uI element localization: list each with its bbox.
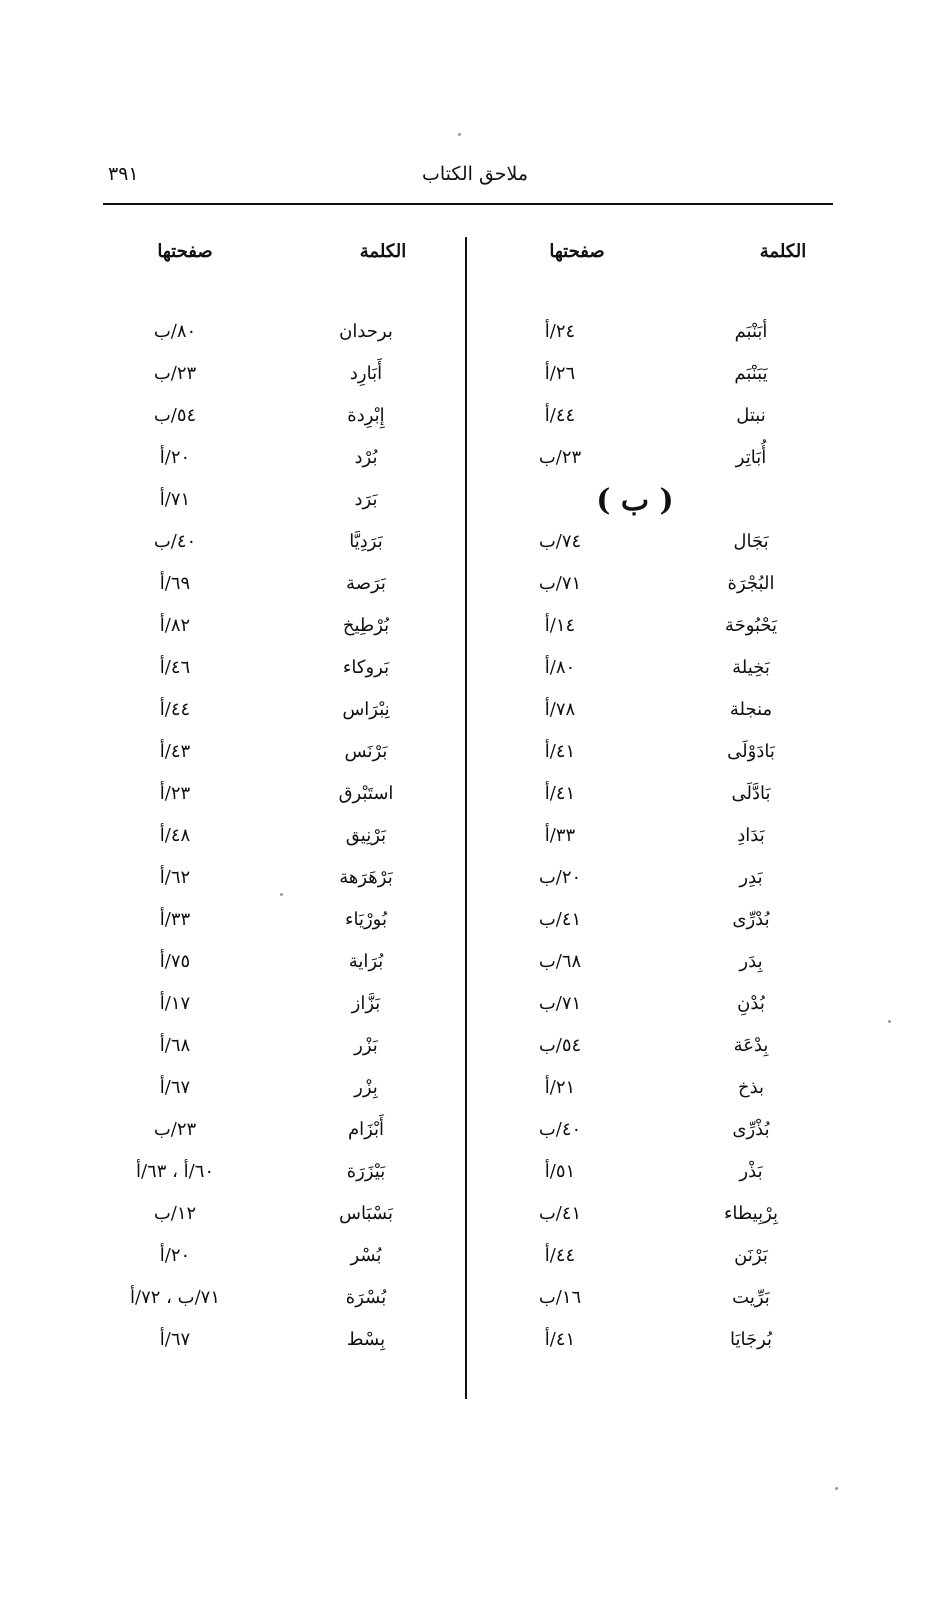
index-word: بَرَصة [346, 573, 386, 594]
page-reference: ٥٤/ب [538, 1035, 582, 1056]
print-speck [888, 1020, 891, 1023]
index-word: يَحْبُوحَة [724, 615, 778, 636]
index-row [100, 1237, 460, 1279]
index-word: يَبَنْبَم [734, 363, 768, 384]
running-title: ملاحق الكتاب [421, 163, 529, 185]
page-reference: ٤١/أ [544, 1329, 576, 1350]
page-reference: ٤٨/أ [159, 825, 191, 846]
index-row [100, 1153, 460, 1195]
index-word: بُدْرِّى [732, 909, 770, 930]
index-row [100, 649, 460, 691]
index-row [485, 649, 845, 691]
column-divider [465, 237, 467, 1399]
index-row [100, 607, 460, 649]
index-row [100, 313, 460, 355]
page-reference: ٤٣/أ [159, 741, 191, 762]
index-row [100, 439, 460, 481]
index-word: بُرْطِيخ [342, 615, 390, 636]
index-word: استَبْرق [338, 783, 394, 804]
index-row [100, 901, 460, 943]
index-word: بَادَّلَى [731, 783, 771, 804]
index-row [485, 1195, 845, 1237]
right-word-header: الكلمة [759, 241, 807, 262]
page-reference: ٤١/أ [544, 783, 576, 804]
page-reference: ٨٢/أ [159, 615, 191, 636]
page-reference: ٣٣/أ [544, 825, 576, 846]
index-word: بَزْر [354, 1035, 378, 1056]
index-word: بَدَادِ [737, 825, 765, 846]
index-word: بَجَال [733, 531, 769, 552]
index-word: بذخ [737, 1077, 765, 1098]
page-reference: ٦٧/أ [159, 1329, 191, 1350]
section-heading [485, 481, 845, 523]
index-row [100, 691, 460, 733]
index-word: بَيْزَرَة [346, 1161, 386, 1182]
page-reference: ٨٠/ب [153, 321, 197, 342]
page-reference: ٥١/أ [544, 1161, 576, 1182]
page-reference: ٤٤/أ [544, 405, 576, 426]
index-row [100, 1321, 460, 1363]
index-row [485, 1153, 845, 1195]
page-reference: ٢٣/أ [159, 783, 191, 804]
index-row [100, 1069, 460, 1111]
index-row [485, 733, 845, 775]
index-word: بُورْيَاء [345, 909, 387, 930]
right-column-entries [485, 313, 845, 1363]
page-reference: ١٧/أ [159, 993, 191, 1014]
index-row [485, 565, 845, 607]
index-row [485, 1027, 845, 1069]
index-word: أُبَاتِر [735, 447, 767, 468]
index-word: بَرْنِيق [345, 825, 387, 846]
index-word: بَذْر [739, 1161, 763, 1182]
index-row [100, 1195, 460, 1237]
page-reference: ٤١/ب [538, 909, 582, 930]
index-word: بَروكاء [342, 657, 390, 678]
page-reference: ٨٠/أ [544, 657, 576, 678]
index-word: بَرْنَن [734, 1245, 768, 1266]
page-reference: ١٦/ب [538, 1287, 582, 1308]
index-word: بَدِر [739, 867, 763, 888]
index-row [100, 355, 460, 397]
index-row [485, 817, 845, 859]
page-reference: ٢٦/أ [544, 363, 576, 384]
index-row [485, 901, 845, 943]
page-reference: ٥٤/ب [153, 405, 197, 426]
index-row [485, 397, 845, 439]
page-reference: ١٤/أ [544, 615, 576, 636]
page-reference: ٤٤/أ [159, 699, 191, 720]
page-reference: ٢٠/أ [159, 1245, 191, 1266]
page-reference: ٣٣/أ [159, 909, 191, 930]
index-row [485, 1069, 845, 1111]
index-row [485, 859, 845, 901]
page-reference: ٤١/أ [544, 741, 576, 762]
page-reference: ٤١/ب [538, 1203, 582, 1224]
page-reference: ٦٨/أ [159, 1035, 191, 1056]
index-word: بِزْر [354, 1077, 378, 1098]
page-reference: ١٢/ب [153, 1203, 197, 1224]
index-word: أبَنْبَم [734, 321, 768, 342]
page-reference: ٢١/أ [544, 1077, 576, 1098]
index-row [100, 1027, 460, 1069]
page-reference: ٤٦/أ [159, 657, 191, 678]
index-word: بَرْنَس [344, 741, 388, 762]
page-number: ٣٩١ [108, 163, 139, 185]
page-reference: ٦٢/أ [159, 867, 191, 888]
index-row [100, 775, 460, 817]
index-word: بَزَّاز [351, 993, 381, 1014]
section-letter: ( ب ) [596, 483, 674, 518]
print-speck [280, 893, 283, 896]
page-reference: ٧١/ب [538, 993, 582, 1014]
index-row [485, 1237, 845, 1279]
index-word: بُسْر [350, 1245, 382, 1266]
index-word: أَبْزَام [347, 1119, 385, 1140]
page-reference: ٢٠/أ [159, 447, 191, 468]
print-speck [458, 133, 461, 136]
index-word: نِبْرَاس [342, 699, 390, 720]
index-word: بَرْهَرَهة [339, 867, 393, 888]
page-reference: ٦٧/أ [159, 1077, 191, 1098]
index-word: بِرْبِيطاء [723, 1203, 779, 1224]
index-row [485, 691, 845, 733]
index-word: بَخِيلة [732, 657, 770, 678]
page-reference: ٧٨/أ [544, 699, 576, 720]
index-row [100, 1111, 460, 1153]
index-row [485, 607, 845, 649]
index-word: بُرْد [354, 447, 378, 468]
index-word: بِدْعَة [733, 1035, 769, 1056]
index-word: أَبَارِد [349, 363, 383, 384]
index-row [485, 943, 845, 985]
page-reference: ٢٤/أ [544, 321, 576, 342]
page-reference: ٤٠/ب [538, 1119, 582, 1140]
index-word: بِدَر [739, 951, 763, 972]
index-word: بَرَد [354, 489, 378, 510]
index-row [485, 313, 845, 355]
index-row [485, 1111, 845, 1153]
index-word: بُسْرَة [345, 1287, 387, 1308]
page-reference: ٤٠/ب [153, 531, 197, 552]
page-reference: ٧١/ب [538, 573, 582, 594]
page-reference: ٦٩/أ [159, 573, 191, 594]
index-word: بَرِّيت [732, 1287, 770, 1308]
page-reference: ٦٠/أ ، ٦٣/أ [135, 1161, 215, 1182]
index-word: منجلة [729, 699, 773, 720]
index-word: بَادَوْلَى [727, 741, 775, 762]
index-word: بُرجَايَا [729, 1329, 773, 1350]
index-row [100, 943, 460, 985]
index-word: بِسْط [346, 1329, 386, 1350]
page-reference: ٢٣/ب [538, 447, 582, 468]
index-word: بُدْنِ [737, 993, 765, 1014]
index-word: بُذْرِّى [732, 1119, 770, 1140]
left-page-header: صفحتها [157, 241, 213, 262]
left-column-entries [100, 313, 460, 1363]
right-page-header: صفحتها [549, 241, 605, 262]
index-word: إِبْرِدة [347, 405, 385, 426]
index-row [485, 775, 845, 817]
page-reference: ٧٥/أ [159, 951, 191, 972]
index-row [485, 523, 845, 565]
index-row [100, 817, 460, 859]
index-row [485, 1279, 845, 1321]
index-word: نبتل [736, 405, 766, 426]
page-reference: ٧٤/ب [538, 531, 582, 552]
page-reference: ٤٤/أ [544, 1245, 576, 1266]
index-row [100, 397, 460, 439]
header-rule [103, 203, 833, 205]
index-row [100, 523, 460, 565]
index-row [485, 439, 845, 481]
page-reference: ٧١/ب ، ٧٢/أ [129, 1287, 221, 1308]
index-word: برحدان [339, 321, 393, 342]
index-word: بُرَاية [348, 951, 384, 972]
left-word-header: الكلمة [359, 241, 407, 262]
index-row [485, 1321, 845, 1363]
index-word: بَرَدِيَّا [349, 531, 383, 552]
page-reference: ٦٨/ب [538, 951, 582, 972]
page-reference: ٢٣/ب [153, 363, 197, 384]
page-reference: ٢٠/ب [538, 867, 582, 888]
index-word: بَسْبَاس [339, 1203, 393, 1224]
page-reference: ٢٣/ب [153, 1119, 197, 1140]
index-row [485, 355, 845, 397]
index-row [100, 1279, 460, 1321]
print-speck [835, 1487, 838, 1490]
index-row [485, 985, 845, 1027]
index-row [100, 481, 460, 523]
index-row [100, 985, 460, 1027]
index-word: البُجْرَة [727, 573, 775, 594]
index-row [100, 565, 460, 607]
page-reference: ٧١/أ [159, 489, 191, 510]
index-row [100, 733, 460, 775]
